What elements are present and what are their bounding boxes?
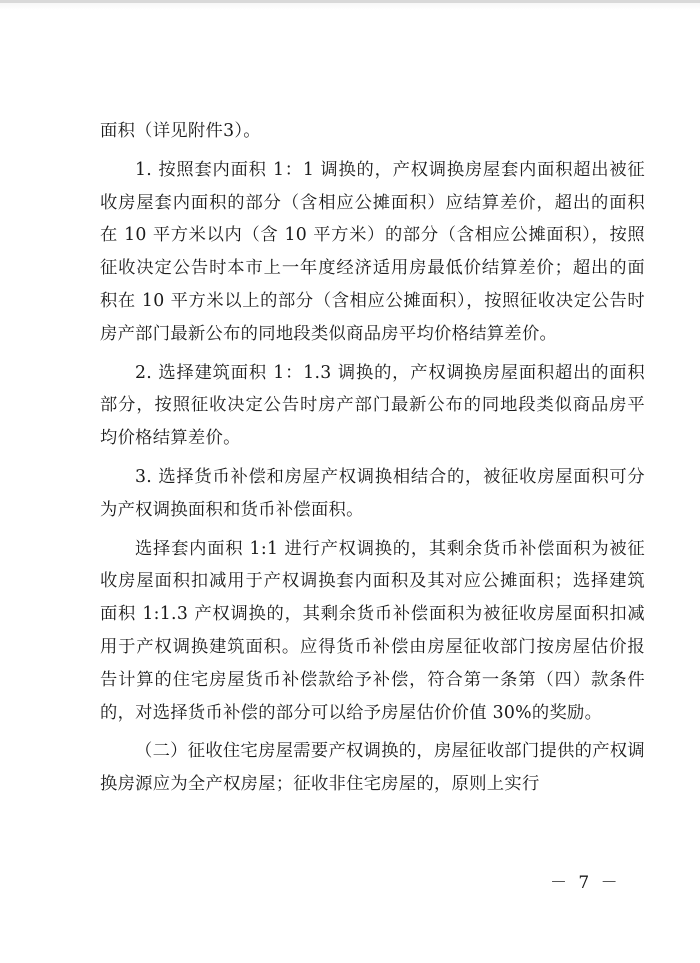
- paragraph-section-2: （二）征收住宅房屋需要产权调换的，房屋征收部门提供的产权调换房源应为全产权房屋；征收非住宅房屋的，原则上实行: [100, 741, 645, 795]
- page-number: － 7 －: [550, 873, 621, 893]
- paragraph-continuation: 面积（详见附件3）。: [100, 121, 261, 141]
- page-top-edge: [0, 0, 700, 3]
- paragraph-item-1: 1. 按照套内面积 1：1 调换的，产权调换房屋套内面积超出被征收房屋套内面积的部分（含相应公摊面积）应结算差价，超出的面积在 10 平方米以内（含 10 平方米）的部分（含相应公摊面积），按照征收决定公告时本市上一年度经济适用房最低价结算差价；超出的面积在 10 平方米以上的部分（含相应公摊面积），按照征收决定公告时房产部门最新公布的同地段类似商品房平均价格结算差价。: [100, 159, 645, 344]
- document-body: [100, 115, 645, 807]
- paragraph-item-3: 3. 选择货币补偿和房屋产权调换相结合的，被征收房屋面积可分为产权调换面积和货币补偿面积。: [100, 466, 645, 520]
- paragraph-item-3-detail: 选择套内面积 1:1 进行产权调换的，其剩余货币补偿面积为被征收房屋面积扣减用于产权调换套内面积及其对应公摊面积；选择建筑面积 1:1.3 产权调换的，其剩余货币补偿面积为被征收房屋面积扣减用于产权调换建筑面积。应得货币补偿由房屋征收部门按房屋估价报告计算的住宅房屋货币补偿款给予补偿，符合第一条第（四）款条件的，对选择货币补偿的部分可以给予房屋估价价值 30%的奖励。: [100, 538, 645, 723]
- paragraph-item-2: 2. 选择建筑面积 1：1.3 调换的，产权调换房屋面积超出的面积部分，按照征收决定公告时房产部门最新公布的同地段类似商品房平均价格结算差价。: [100, 362, 645, 449]
